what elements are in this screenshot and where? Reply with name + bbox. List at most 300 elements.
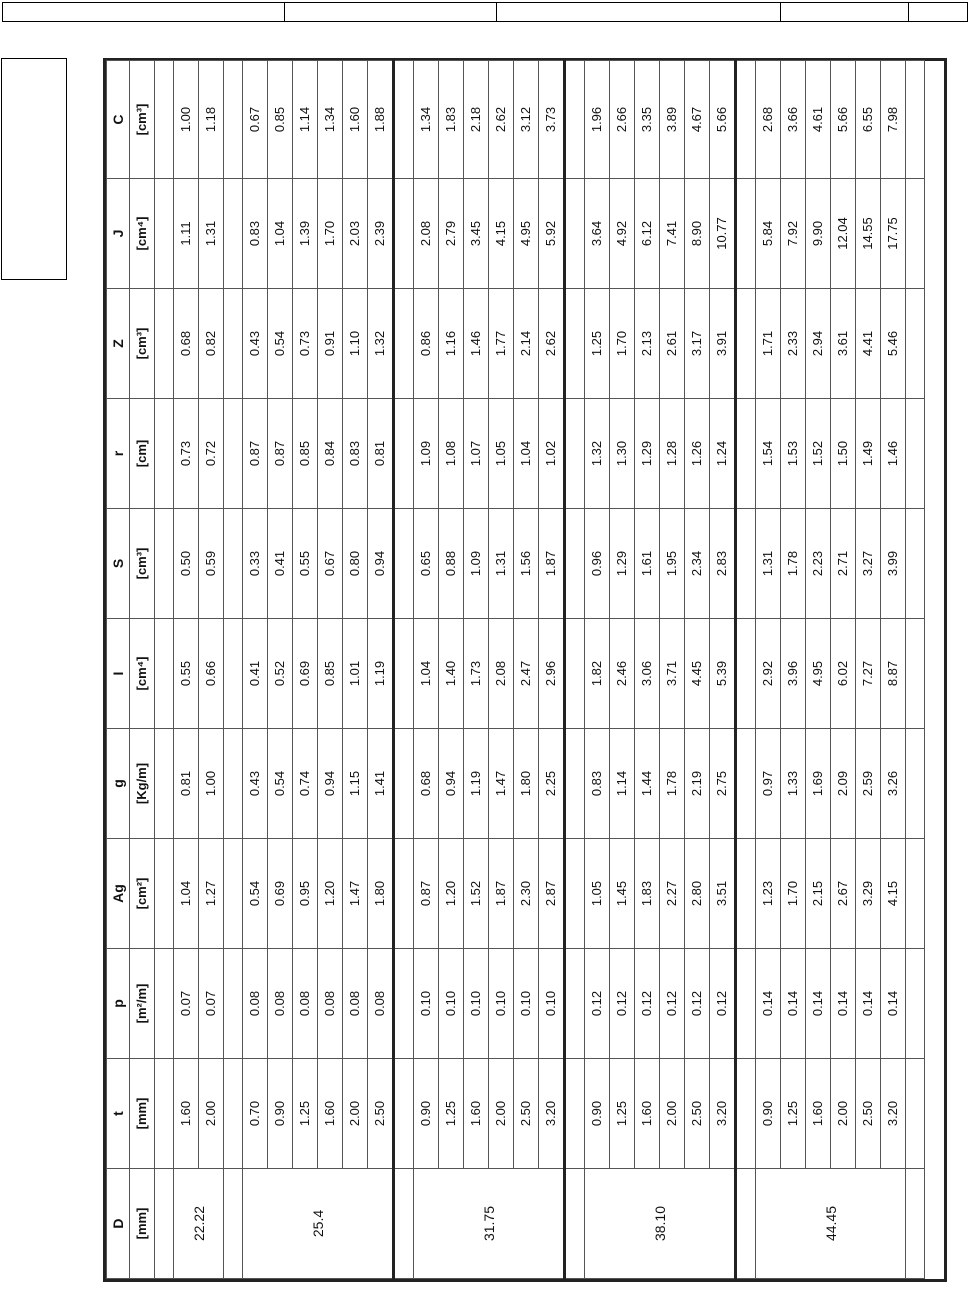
table-cell: 2.15 [806, 839, 831, 949]
table-cell: 0.85 [268, 61, 293, 179]
table-cell: 2.00 [343, 1059, 368, 1169]
spacer-cell [736, 179, 756, 289]
table-cell: 0.14 [756, 949, 781, 1059]
table-cell: 1.45 [610, 839, 635, 949]
table-cell: 1.28 [660, 399, 685, 509]
table-cell: 0.67 [318, 509, 343, 619]
table-cell: 0.67 [243, 61, 268, 179]
table-cell: 5.92 [539, 179, 565, 289]
unit-D: [mm] [130, 1169, 155, 1279]
tube-properties-table [106, 60, 925, 1279]
table-cell: 2.50 [368, 1059, 394, 1169]
diameter-cell: 38.10 [585, 1169, 736, 1279]
table-cell: 0.08 [318, 949, 343, 1059]
spacer-cell [565, 1059, 585, 1169]
table-cell: 1.40 [439, 619, 464, 729]
group-spacer-row [736, 61, 756, 1279]
table-cell: 0.12 [660, 949, 685, 1059]
header-cell [781, 3, 909, 21]
table-cell: 0.94 [439, 729, 464, 839]
spacer-cell [224, 289, 243, 399]
table-cell: 1.80 [514, 729, 539, 839]
table-cell: 5.84 [756, 179, 781, 289]
table-cell: 0.81 [174, 729, 199, 839]
table-cell: 1.77 [489, 289, 514, 399]
table-cell: 4.15 [489, 179, 514, 289]
table-row [660, 61, 685, 1279]
table-cell: 1.80 [368, 839, 394, 949]
diameter-cell: 25.4 [243, 1169, 394, 1279]
table-cell: 6.55 [856, 61, 881, 179]
table-cell: 4.95 [806, 619, 831, 729]
table-row [685, 61, 710, 1279]
table-cell: 1.20 [439, 839, 464, 949]
table-cell: 1.52 [464, 839, 489, 949]
table-cell: 0.87 [268, 399, 293, 509]
col-header-p: p [107, 949, 130, 1059]
table-cell: 2.83 [710, 509, 736, 619]
table-cell: 6.12 [635, 179, 660, 289]
table-cell: 3.96 [781, 619, 806, 729]
spacer-cell [906, 509, 925, 619]
table-cell: 9.90 [806, 179, 831, 289]
table-cell: 1.46 [464, 289, 489, 399]
unit-Ag: [cm²] [130, 839, 155, 949]
table-cell: 0.90 [268, 1059, 293, 1169]
table-cell: 1.02 [539, 399, 565, 509]
table-cell: 1.46 [881, 399, 906, 509]
table-cell: 1.30 [610, 399, 635, 509]
table-row [368, 61, 394, 1279]
table-cell: 2.62 [539, 289, 565, 399]
table-cell: 0.66 [199, 619, 224, 729]
table-cell: 0.12 [685, 949, 710, 1059]
table-cell: 1.27 [199, 839, 224, 949]
table-cell: 3.61 [831, 289, 856, 399]
table-cell: 4.95 [514, 179, 539, 289]
spacer-cell [155, 509, 174, 619]
table-cell: 1.54 [756, 399, 781, 509]
col-header-S: S [107, 509, 130, 619]
spacer-cell [906, 619, 925, 729]
table-cell: 0.85 [293, 399, 318, 509]
table-cell: 1.83 [439, 61, 464, 179]
table-row [489, 61, 514, 1279]
spacer-cell [736, 839, 756, 949]
unit-p: [m²/m] [130, 949, 155, 1059]
table-cell: 1.47 [489, 729, 514, 839]
header-cell [497, 3, 781, 21]
table-cell: 1.14 [293, 61, 318, 179]
table-cell: 0.72 [199, 399, 224, 509]
table-cell: 1.25 [781, 1059, 806, 1169]
header-cell [285, 3, 497, 21]
spacer-cell [394, 399, 414, 509]
table-cell: 2.47 [514, 619, 539, 729]
table-cell: 1.60 [318, 1059, 343, 1169]
table-cell: 1.24 [710, 399, 736, 509]
col-header-I: I [107, 619, 130, 729]
spacer-cell [906, 179, 925, 289]
spacer-cell [565, 1169, 585, 1279]
spacer-cell [224, 509, 243, 619]
table-cell: 1.29 [610, 509, 635, 619]
table-cell: 0.12 [710, 949, 736, 1059]
table-cell: 1.31 [199, 179, 224, 289]
table-cell: 1.26 [685, 399, 710, 509]
table-cell: 0.80 [343, 509, 368, 619]
table-cell: 4.45 [685, 619, 710, 729]
spacer-cell [394, 729, 414, 839]
table-row [585, 61, 610, 1279]
table-cell: 1.33 [781, 729, 806, 839]
table-row [243, 61, 268, 1279]
table-cell: 1.87 [539, 509, 565, 619]
table-cell: 5.66 [710, 61, 736, 179]
table-cell: 1.41 [368, 729, 394, 839]
table-cell: 3.20 [881, 1059, 906, 1169]
table-cell: 0.12 [610, 949, 635, 1059]
spacer-cell [565, 729, 585, 839]
table-cell: 2.46 [610, 619, 635, 729]
diameter-cell: 31.75 [414, 1169, 565, 1279]
table-cell: 0.83 [585, 729, 610, 839]
table-cell: 0.33 [243, 509, 268, 619]
spacer-cell [155, 61, 174, 179]
table-cell: 1.96 [585, 61, 610, 179]
table-cell: 0.96 [585, 509, 610, 619]
table-cell: 2.30 [514, 839, 539, 949]
table-cell: 0.08 [243, 949, 268, 1059]
col-header-t: t [107, 1059, 130, 1169]
table-cell: 0.69 [268, 839, 293, 949]
col-header-Z: Z [107, 289, 130, 399]
table-cell: 1.01 [343, 619, 368, 729]
table-cell: 3.12 [514, 61, 539, 179]
table-cell: 1.04 [514, 399, 539, 509]
spacer-cell [155, 1169, 174, 1279]
table-cell: 2.00 [199, 1059, 224, 1169]
table-cell: 3.29 [856, 839, 881, 949]
table-cell: 0.86 [414, 289, 439, 399]
table-cell: 1.78 [660, 729, 685, 839]
table-cell: 3.51 [710, 839, 736, 949]
table-cell: 1.00 [199, 729, 224, 839]
group-spacer-row [906, 61, 925, 1279]
spacer-cell [906, 289, 925, 399]
table-cell: 2.18 [464, 61, 489, 179]
table-cell: 2.66 [610, 61, 635, 179]
table-cell: 2.14 [514, 289, 539, 399]
spacer-cell [394, 1169, 414, 1279]
table-cell: 0.68 [414, 729, 439, 839]
group-spacer-row [155, 61, 174, 1279]
table-row [781, 61, 806, 1279]
header-cell [909, 3, 967, 21]
side-label-box [1, 58, 67, 280]
table-cell: 2.75 [710, 729, 736, 839]
spacer-cell [736, 509, 756, 619]
spacer-cell [906, 729, 925, 839]
spacer-cell [224, 179, 243, 289]
spacer-cell [224, 729, 243, 839]
table-cell: 1.25 [585, 289, 610, 399]
spacer-cell [906, 1169, 925, 1279]
table-cell: 0.41 [243, 619, 268, 729]
table-cell: 0.08 [293, 949, 318, 1059]
table-cell: 10.77 [710, 179, 736, 289]
table-cell: 1.11 [174, 179, 199, 289]
table-row [756, 61, 781, 1279]
table-cell: 2.80 [685, 839, 710, 949]
diameter-cell: 44.45 [756, 1169, 906, 1279]
table-cell: 1.25 [439, 1059, 464, 1169]
table-cell: 2.61 [660, 289, 685, 399]
table-cell: 2.00 [489, 1059, 514, 1169]
table-cell: 14.55 [856, 179, 881, 289]
spacer-cell [224, 1169, 243, 1279]
table-cell: 2.50 [514, 1059, 539, 1169]
table-cell: 2.34 [685, 509, 710, 619]
spacer-cell [155, 729, 174, 839]
table-row [414, 61, 439, 1279]
table-row [881, 61, 906, 1279]
table-cell: 0.68 [174, 289, 199, 399]
table-cell: 1.25 [610, 1059, 635, 1169]
table-cell: 0.88 [439, 509, 464, 619]
table-cell: 0.94 [368, 509, 394, 619]
table-cell: 2.13 [635, 289, 660, 399]
table-cell: 2.59 [856, 729, 881, 839]
spacer-cell [394, 289, 414, 399]
table-cell: 1.44 [635, 729, 660, 839]
table-cell: 0.55 [174, 619, 199, 729]
table-cell: 8.90 [685, 179, 710, 289]
table-cell: 1.25 [293, 1059, 318, 1169]
table-cell: 1.56 [514, 509, 539, 619]
table-cell: 1.09 [464, 509, 489, 619]
table-cell: 2.71 [831, 509, 856, 619]
table-cell: 0.84 [318, 399, 343, 509]
table-cell: 3.66 [781, 61, 806, 179]
table-cell: 1.60 [806, 1059, 831, 1169]
table-cell: 17.75 [881, 179, 906, 289]
table-cell: 1.07 [464, 399, 489, 509]
spacer-cell [394, 619, 414, 729]
table-cell: 2.03 [343, 179, 368, 289]
table-row [514, 61, 539, 1279]
table-body [107, 61, 925, 1279]
spacer-cell [155, 619, 174, 729]
spacer-cell [155, 399, 174, 509]
spacer-cell [394, 949, 414, 1059]
table-cell: 2.33 [781, 289, 806, 399]
table-cell: 3.89 [660, 61, 685, 179]
table-cell: 1.23 [756, 839, 781, 949]
table-cell: 1.50 [831, 399, 856, 509]
table-row [635, 61, 660, 1279]
spacer-cell [224, 619, 243, 729]
table-cell: 1.73 [464, 619, 489, 729]
table-cell: 0.14 [881, 949, 906, 1059]
table-cell: 0.50 [174, 509, 199, 619]
table-cell: 2.25 [539, 729, 565, 839]
table-cell: 0.94 [318, 729, 343, 839]
table-cell: 3.27 [856, 509, 881, 619]
table-cell: 0.14 [856, 949, 881, 1059]
table-cell: 3.06 [635, 619, 660, 729]
table-cell: 1.34 [318, 61, 343, 179]
unit-I: [cm⁴] [130, 619, 155, 729]
table-cell: 0.69 [293, 619, 318, 729]
table-cell: 4.92 [610, 179, 635, 289]
group-spacer-row [224, 61, 243, 1279]
table-cell: 3.71 [660, 619, 685, 729]
table-cell: 1.31 [756, 509, 781, 619]
table-cell: 3.91 [710, 289, 736, 399]
spacer-cell [736, 1059, 756, 1169]
table-cell: 1.83 [635, 839, 660, 949]
table-row [806, 61, 831, 1279]
table-cell: 0.08 [343, 949, 368, 1059]
tube-properties-table-frame [103, 58, 947, 1282]
table-row [856, 61, 881, 1279]
spacer-cell [394, 509, 414, 619]
table-cell: 3.45 [464, 179, 489, 289]
table-cell: 1.18 [199, 61, 224, 179]
table-cell: 0.10 [464, 949, 489, 1059]
table-cell: 1.71 [756, 289, 781, 399]
spacer-cell [155, 949, 174, 1059]
table-cell: 0.90 [585, 1059, 610, 1169]
table-cell: 1.32 [368, 289, 394, 399]
spacer-cell [155, 1059, 174, 1169]
table-cell: 0.55 [293, 509, 318, 619]
table-cell: 1.05 [585, 839, 610, 949]
table-cell: 2.94 [806, 289, 831, 399]
table-cell: 1.04 [174, 839, 199, 949]
spacer-cell [224, 61, 243, 179]
table-cell: 2.09 [831, 729, 856, 839]
table-cell: 0.10 [539, 949, 565, 1059]
table-cell: 0.52 [268, 619, 293, 729]
spacer-cell [155, 179, 174, 289]
table-cell: 0.43 [243, 289, 268, 399]
unit-t: [mm] [130, 1059, 155, 1169]
header-cell [3, 3, 285, 21]
table-cell: 1.00 [174, 61, 199, 179]
table-cell: 7.98 [881, 61, 906, 179]
table-cell: 1.60 [635, 1059, 660, 1169]
table-cell: 1.19 [368, 619, 394, 729]
table-cell: 1.39 [293, 179, 318, 289]
table-cell: 4.41 [856, 289, 881, 399]
header-row [107, 61, 130, 1279]
table-cell: 1.60 [464, 1059, 489, 1169]
table-cell: 1.15 [343, 729, 368, 839]
table-cell: 3.35 [635, 61, 660, 179]
table-cell: 7.92 [781, 179, 806, 289]
table-cell: 0.08 [268, 949, 293, 1059]
table-cell: 0.14 [781, 949, 806, 1059]
spacer-cell [565, 179, 585, 289]
spacer-cell [394, 1059, 414, 1169]
table-cell: 0.90 [756, 1059, 781, 1169]
table-cell: 2.92 [756, 619, 781, 729]
table-row [710, 61, 736, 1279]
table-cell: 2.67 [831, 839, 856, 949]
table-cell: 1.95 [660, 509, 685, 619]
table-cell: 2.19 [685, 729, 710, 839]
table-cell: 7.27 [856, 619, 881, 729]
table-cell: 1.04 [268, 179, 293, 289]
table-cell: 0.83 [343, 399, 368, 509]
table-cell: 5.39 [710, 619, 736, 729]
table-cell: 0.07 [199, 949, 224, 1059]
table-cell: 2.08 [489, 619, 514, 729]
table-row [318, 61, 343, 1279]
table-row [174, 61, 199, 1279]
table-cell: 1.08 [439, 399, 464, 509]
col-header-J: J [107, 179, 130, 289]
table-cell: 3.64 [585, 179, 610, 289]
spacer-cell [906, 949, 925, 1059]
table-cell: 1.70 [318, 179, 343, 289]
table-cell: 1.14 [610, 729, 635, 839]
table-cell: 1.70 [610, 289, 635, 399]
table-cell: 3.20 [710, 1059, 736, 1169]
table-cell: 1.78 [781, 509, 806, 619]
spacer-cell [565, 509, 585, 619]
table-cell: 3.26 [881, 729, 906, 839]
table-cell: 1.20 [318, 839, 343, 949]
spacer-cell [736, 399, 756, 509]
spacer-cell [224, 839, 243, 949]
spacer-cell [394, 61, 414, 179]
unit-Z: [cm³] [130, 289, 155, 399]
spacer-cell [736, 949, 756, 1059]
table-cell: 1.82 [585, 619, 610, 729]
table-cell: 2.87 [539, 839, 565, 949]
table-row [293, 61, 318, 1279]
table-cell: 1.60 [174, 1059, 199, 1169]
table-cell: 1.70 [781, 839, 806, 949]
table-cell: 1.52 [806, 399, 831, 509]
table-cell: 1.04 [414, 619, 439, 729]
table-cell: 0.87 [243, 399, 268, 509]
table-cell: 12.04 [831, 179, 856, 289]
table-cell: 0.12 [635, 949, 660, 1059]
col-header-g: g [107, 729, 130, 839]
spacer-cell [565, 949, 585, 1059]
table-cell: 0.14 [806, 949, 831, 1059]
table-cell: 0.43 [243, 729, 268, 839]
table-cell: 0.08 [368, 949, 394, 1059]
spacer-cell [224, 399, 243, 509]
table-cell: 1.05 [489, 399, 514, 509]
table-cell: 1.32 [585, 399, 610, 509]
table-cell: 1.88 [368, 61, 394, 179]
table-cell: 1.87 [489, 839, 514, 949]
table-cell: 0.87 [414, 839, 439, 949]
table-cell: 1.10 [343, 289, 368, 399]
spacer-cell [565, 61, 585, 179]
table-cell: 0.81 [368, 399, 394, 509]
unit-g: [Kg/m] [130, 729, 155, 839]
table-row [268, 61, 293, 1279]
unit-row [130, 61, 155, 1279]
table-cell: 0.73 [293, 289, 318, 399]
